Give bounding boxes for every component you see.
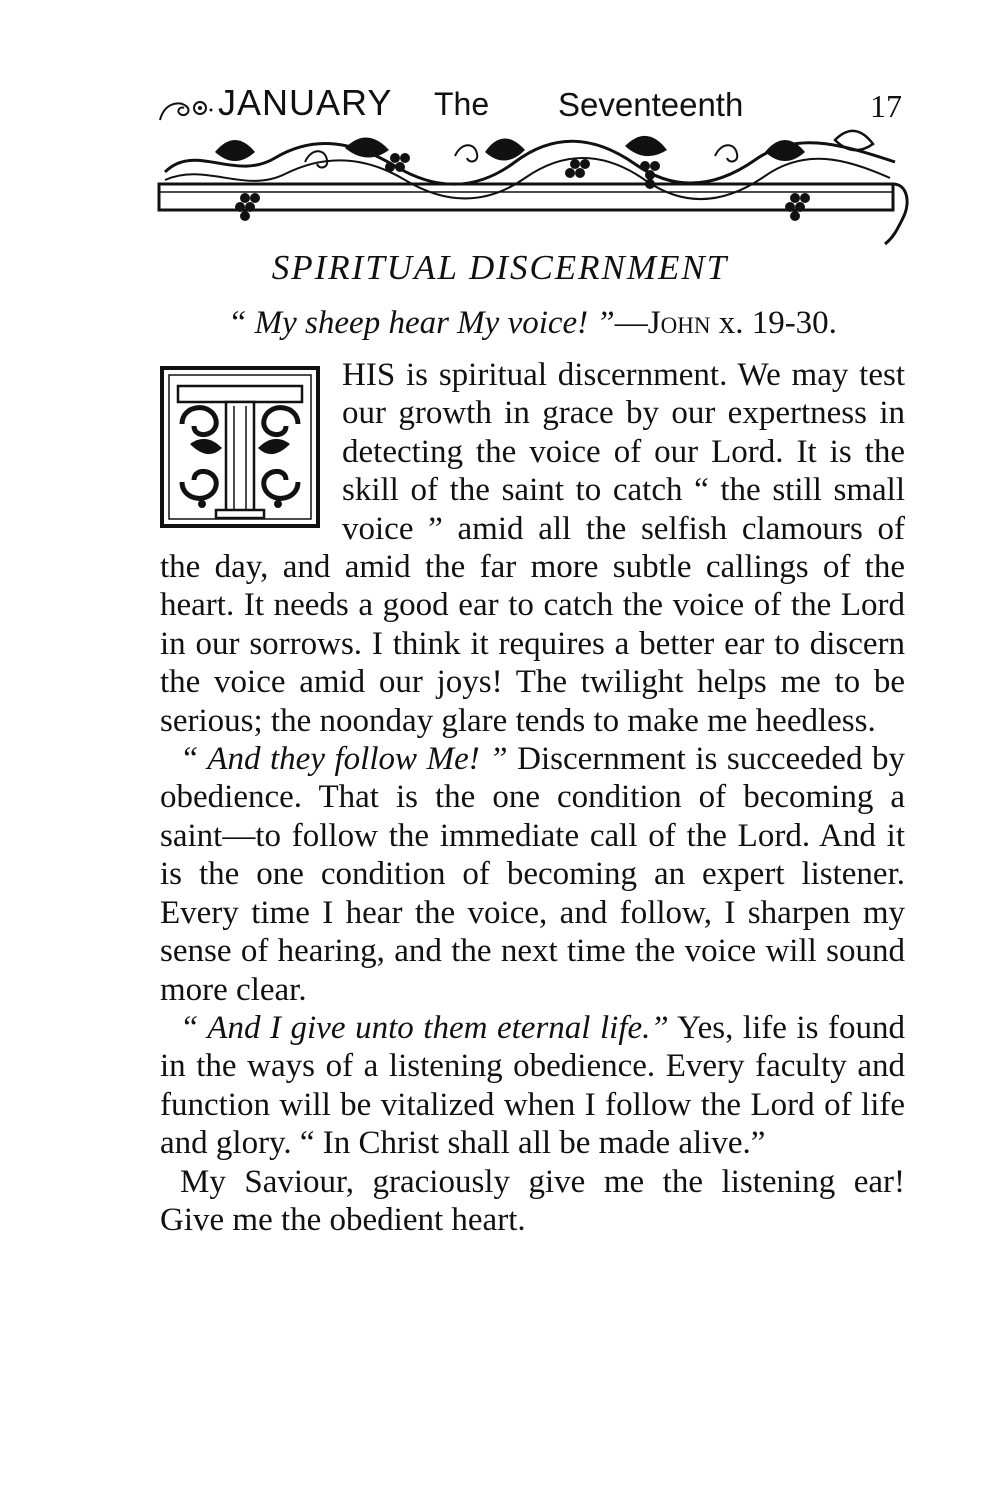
illuminated-initial	[160, 364, 320, 530]
paragraph-2-text: Discernment is succeeded by obedience. That is the one condition of becoming a saint—to follow the immediate call of the Lord. And it is the one condition of becoming an expert listener. Every time I hear the voice, and follow, I sharpen my sense of hearing, and the next time the voice will sound more clear.	[160, 741, 905, 1008]
epigraph-reference: x. 19-30.	[718, 305, 837, 341]
grapevine-border-icon	[155, 122, 915, 252]
running-head-month: JANUARY	[218, 82, 393, 123]
page-title: SPIRITUAL DISCERNMENT	[271, 248, 729, 287]
epigraph-book: John	[647, 305, 711, 341]
paragraph-2	[160, 740, 905, 1009]
paragraph-4-text: My Saviour, graciously give me the listening ear! Give me the obedient heart.	[160, 1163, 905, 1238]
paragraph-1-text: HIS is spiritual discernment. We may test our growth in grace by our expertness in detecting the voice of our Lord. It is the skill of the saint to catch “ the still small voice ” amid all the selfish clamours of the day, and amid the far more subtle callings of the heart. It needs a good ear to catch the voice of the Lord in our sorrows. I think it requires a better ear to discern the voice amid our joys! The twilight helps me to be serious; the noonday glare tends to make me heedless.	[160, 357, 905, 739]
scroll-ornament-icon	[156, 94, 216, 124]
illuminated-t-icon	[160, 364, 320, 530]
paragraph-3	[160, 1009, 905, 1163]
epigraph-dash: —	[614, 305, 648, 341]
body-text	[160, 356, 905, 1239]
dropcap-letter	[160, 364, 161, 365]
epigraph	[160, 305, 905, 342]
epigraph-quote: “ My sheep hear My voice! ”	[228, 305, 615, 341]
running-head-day: Seventeenth	[558, 86, 744, 123]
page-number: 17	[870, 88, 902, 124]
paragraph-3-quote: “ And I give unto them eternal life.”	[180, 1009, 669, 1046]
paragraph-4	[160, 1163, 905, 1240]
running-head-the: The	[434, 86, 490, 122]
paragraph-2-quote: “ And they follow Me! ”	[180, 741, 508, 778]
paragraph-3-text: Yes, life is found in the ways of a listening obedience. Every faculty and function will be vitalized when I follow the Lord of life and glory. “ In Christ shall all be made alive.”	[160, 1009, 905, 1162]
